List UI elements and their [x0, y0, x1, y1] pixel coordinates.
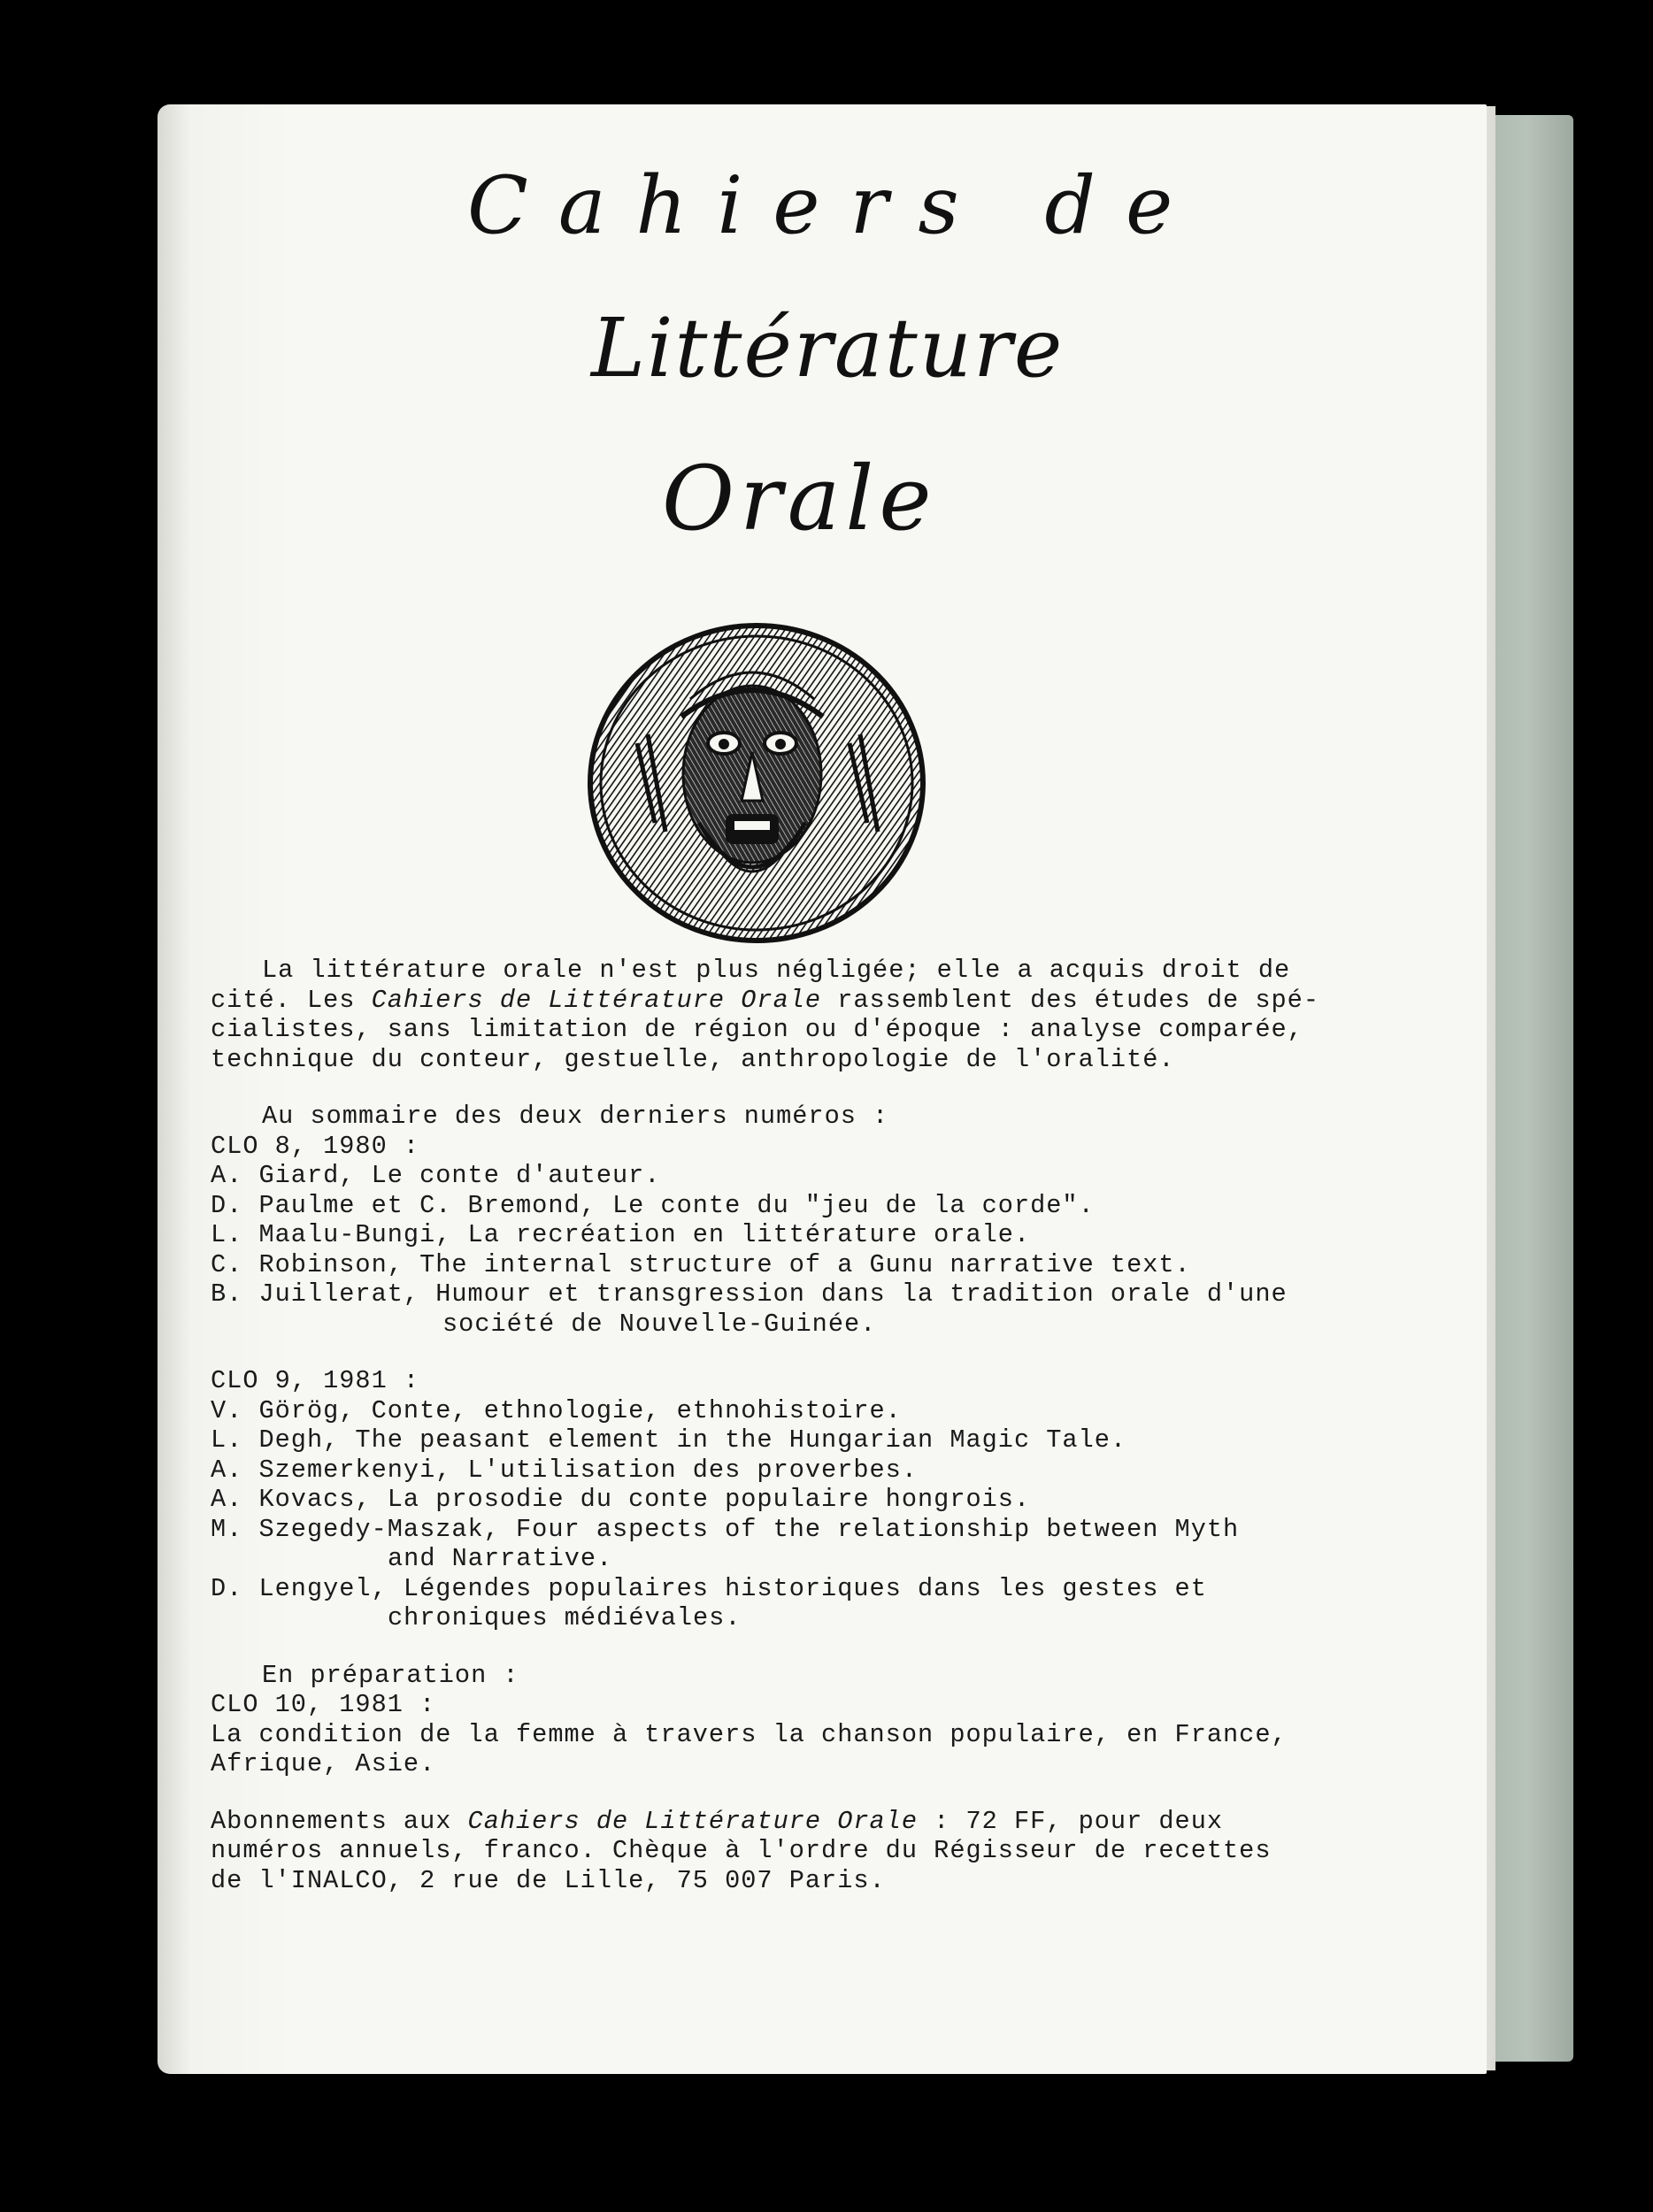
title-line-1: Cahiers de — [467, 159, 1203, 252]
bocca-della-verita-emblem — [584, 619, 929, 947]
clo10-label: CLO 10, 1981 : — [211, 1690, 436, 1719]
intro-line-4: technique du conteur, gestuelle, anthropologie de l'oralité. — [211, 1044, 1175, 1074]
intro-line-2-post: rassemblent des études de spé- — [821, 985, 1319, 1015]
announcement-text — [211, 956, 1449, 1895]
journal-name-italic: Cahiers de Littérature Orale — [467, 1806, 919, 1836]
intro-line-3: cialistes, sans limitation de région ou d'époque : analyse comparée, — [211, 1015, 1303, 1044]
sommaire-heading: Au sommaire des deux derniers numéros : — [262, 1102, 889, 1131]
clo8-label: CLO 8, 1980 : — [211, 1131, 420, 1161]
subscription-line-1 — [211, 1807, 1449, 1837]
intro-line-2 — [211, 986, 1449, 1016]
subscription-line-3: de l'INALCO, 2 rue de Lille, 75 007 Paris. — [211, 1865, 886, 1895]
clo9-item: D. Lengyel, Légendes populaires historiques dans les gestes et — [211, 1573, 1207, 1603]
clo9-item: L. Degh, The peasant element in the Hungarian Magic Tale. — [211, 1425, 1127, 1455]
clo8-item-continuation: société de Nouvelle-Guinée. — [442, 1309, 877, 1339]
clo9-item: M. Szegedy-Maszak, Four aspects of the relationship between Myth — [211, 1514, 1240, 1544]
clo8-item: B. Juillerat, Humour et transgression dans la tradition orale d'une — [211, 1279, 1288, 1309]
spacer — [211, 1339, 1449, 1366]
clo8-item: D. Paulme et C. Bremond, Le conte du "jeu de la corde". — [211, 1190, 1095, 1220]
clo9-item: A. Kovacs, La prosodie du conte populaire hongrois. — [211, 1485, 1031, 1514]
title-line-3: Orale — [662, 447, 937, 550]
subscription-post: : 72 FF, pour deux — [918, 1806, 1224, 1836]
intro-line-1: La littérature orale n'est plus négligée; elle a acquis droit de — [262, 956, 1291, 985]
clo8-item: A. Giard, Le conte d'auteur. — [211, 1161, 661, 1190]
clo9-item-continuation: chroniques médiévales. — [388, 1603, 742, 1632]
spacer — [211, 1779, 1449, 1807]
clo8-item: C. Robinson, The internal structure of a Gunu narrative text. — [211, 1249, 1191, 1279]
journal-name-italic: Cahiers de Littérature Orale — [371, 985, 822, 1015]
clo9-item: A. Szemerkenyi, L'utilisation des proverbes. — [211, 1455, 918, 1485]
clo8-item: L. Maalu-Bungi, La recréation en littérature orale. — [211, 1220, 1031, 1249]
subscription-pre: Abonnements aux — [211, 1806, 468, 1836]
preparation-line-2: Afrique, Asie. — [211, 1749, 436, 1778]
subscription-line-2: numéros annuels, franco. Chèque à l'ordre du Régisseur de recettes — [211, 1836, 1272, 1865]
spacer — [211, 1074, 1449, 1102]
clo9-label: CLO 9, 1981 : — [211, 1366, 420, 1395]
preparation-line-1: La condition de la femme à travers la chanson populaire, en France, — [211, 1719, 1288, 1749]
preparation-heading: En préparation : — [262, 1660, 519, 1690]
clo9-item-continuation: and Narrative. — [388, 1544, 613, 1573]
intro-line-2-pre: cité. Les — [211, 985, 372, 1015]
spacer — [211, 1633, 1449, 1661]
title-line-2: Littérature — [591, 301, 1065, 396]
clo9-item: V. Görög, Conte, ethnologie, ethnohistoire. — [211, 1395, 902, 1425]
